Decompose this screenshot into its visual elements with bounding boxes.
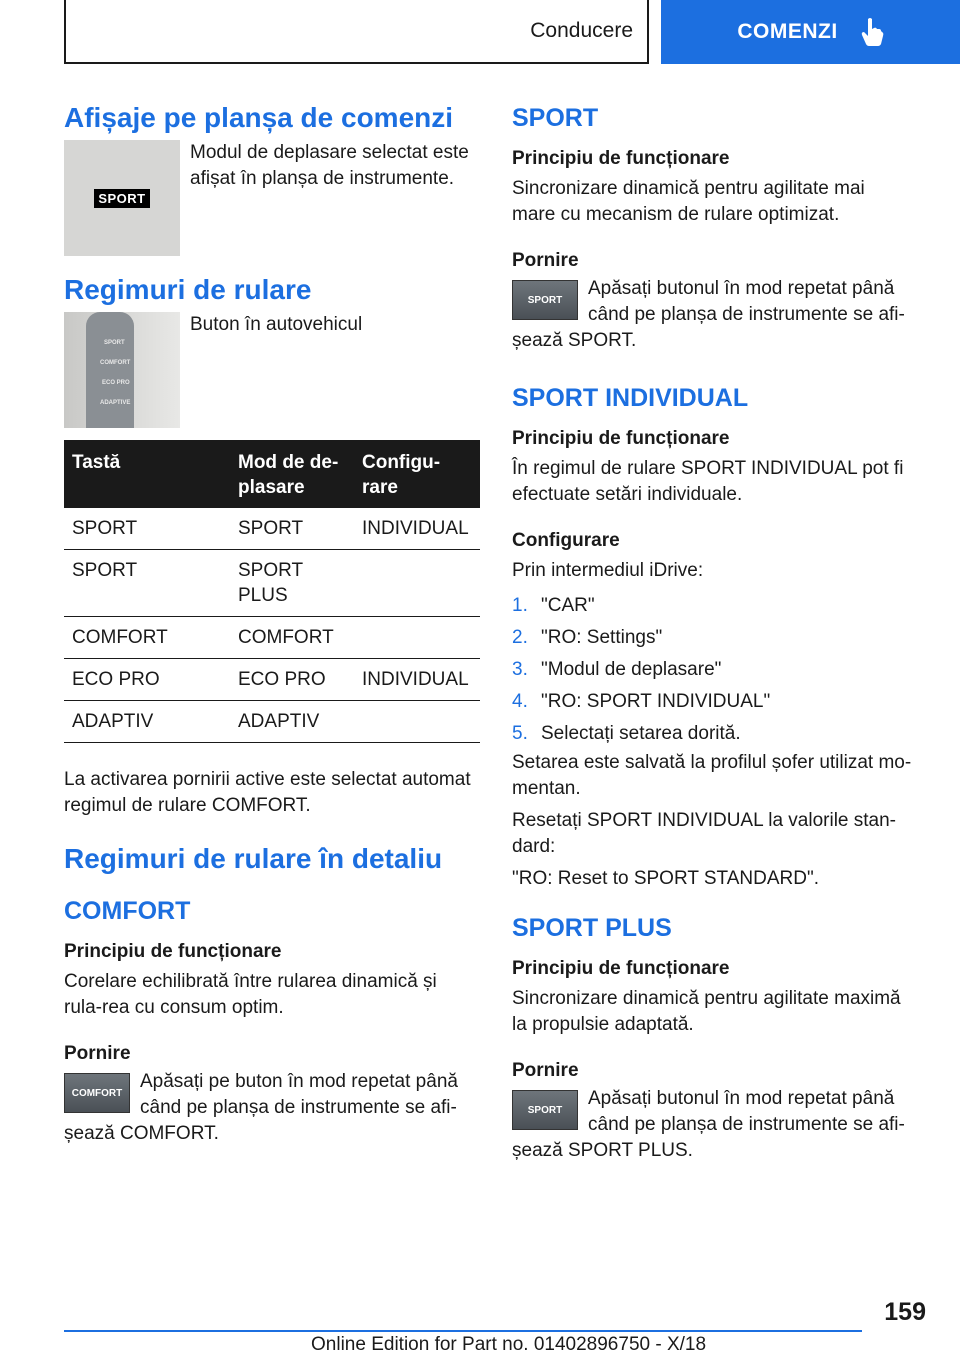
table-row (64, 659, 480, 701)
list-item: 2. "RO: Settings" (512, 627, 663, 648)
header-chapter-title: COMENZI (737, 20, 838, 43)
comfort-start-text: Apăsați pe buton în mod repetat până când pe planșa de instrumente se afi-șează COMFORT. (64, 1071, 458, 1144)
button-info (64, 312, 480, 428)
left-column (64, 100, 480, 1147)
individual-config-heading: Configurare (512, 530, 620, 551)
heading-sport-plus: SPORT PLUS (512, 914, 672, 942)
list-item: 3. "Modul de deplasare" (512, 659, 722, 680)
table-cell: ADAPTIV (230, 701, 354, 743)
individual-saved-note: Setarea este salvată la profilul șofer utilizat mo-mentan. (512, 752, 912, 799)
sport-button-image (512, 280, 578, 320)
sport-plus-button-image (512, 1090, 578, 1130)
footer-divider (64, 1330, 862, 1332)
heading-displays: Afișaje pe planșa de comenzi (64, 102, 454, 133)
header-section-title: Conducere (530, 19, 633, 42)
cluster-sport-label: SPORT (94, 189, 149, 208)
footer-edition: Online Edition for Part no. 01402896750 - X/18 (311, 1334, 707, 1355)
cluster-display-image (64, 140, 180, 256)
comfort-principle: Corelare echilibrată între rularea dinamică și rula-rea cu consum optim. (64, 971, 437, 1018)
plus-start-heading: Pornire (512, 1060, 579, 1081)
table-row (64, 508, 480, 550)
comfort-principle-heading: Principiu de funcționare (64, 941, 282, 962)
sport-button-label: SPORT (527, 294, 563, 306)
plus-principle-heading: Principiu de funcționare (512, 958, 730, 979)
list-item: 4. "RO: SPORT INDIVIDUAL" (512, 691, 771, 712)
table-cell (354, 701, 480, 743)
auto-mode-note: La activarea pornirii active este selectat automat regimul de rulare COMFORT. (64, 769, 471, 816)
table-row (64, 617, 480, 659)
idrive-steps (512, 590, 912, 750)
list-item: 1. "CAR" (512, 595, 595, 616)
table-cell: ADAPTIV (64, 701, 230, 743)
individual-reset-command: "RO: Reset to SPORT STANDARD". (512, 868, 820, 889)
individual-principle: În regimul de rulare SPORT INDIVIDUAL pot fi efectuate setări individuale. (512, 458, 904, 505)
table-row (64, 550, 480, 617)
plus-start-text: Apăsați butonul în mod repetat până când pe planșa de instrumente se afi-șează SPORT PLUS. (512, 1088, 905, 1161)
table-cell: COMFORT (64, 617, 230, 659)
display-description: Modul de deplasare selectat este afișat în planșa de instrumente. (190, 142, 469, 189)
sport-principle-heading: Principiu de funcționare (512, 148, 730, 169)
button-description: Buton în autovehicul (190, 314, 363, 335)
table-cell: COMFORT (230, 617, 354, 659)
table-cell: INDIVIDUAL (354, 508, 480, 550)
table-cell: SPORT (230, 508, 354, 550)
table-cell (354, 617, 480, 659)
panel-label: SPORT (104, 340, 125, 346)
individual-config-intro: Prin intermediul iDrive: (512, 560, 704, 581)
plus-principle: Sincronizare dinamică pentru agilitate maximă la propulsie adaptată. (512, 988, 901, 1035)
sport-principle: Sincronizare dinamică pentru agilitate mai mare cu mecanism de rulare optimizat. (512, 178, 865, 225)
comfort-button-label: COMFORT (71, 1087, 123, 1099)
table-cell: ECO PRO (64, 659, 230, 701)
hand-pointer-icon (860, 17, 884, 47)
table-header: Mod de de-plasare (230, 440, 354, 508)
table-cell: INDIVIDUAL (354, 659, 480, 701)
table-header: Configu-rare (354, 440, 480, 508)
sport-start (512, 276, 912, 354)
comfort-button-image (64, 1073, 130, 1113)
display-info (64, 140, 480, 256)
table-cell: SPORT (64, 508, 230, 550)
table-cell (354, 550, 480, 617)
list-item: 5. Selectați setarea dorită. (512, 723, 741, 744)
right-column (512, 100, 912, 1164)
panel-label: COMFORT (100, 360, 131, 366)
sport-plus-button-label: SPORT (527, 1104, 563, 1116)
header-section-box (64, 0, 649, 64)
page-number: 159 (884, 1298, 926, 1326)
heading-modes-detail: Regimuri de rulare în detaliu (64, 843, 443, 874)
comfort-start-heading: Pornire (64, 1043, 131, 1064)
individual-reset-note: Resetați SPORT INDIVIDUAL la valorile stan-dard: (512, 810, 897, 857)
table-header: Tastă (64, 440, 230, 508)
heading-sport: SPORT (512, 104, 599, 132)
table-cell: SPORT (64, 550, 230, 617)
table-cell: SPORT PLUS (230, 550, 354, 617)
table-row (64, 701, 480, 743)
plus-start (512, 1086, 912, 1164)
panel-label: ECO PRO (102, 380, 130, 386)
individual-principle-heading: Principiu de funcționare (512, 428, 730, 449)
table-cell: ECO PRO (230, 659, 354, 701)
comfort-start (64, 1069, 480, 1147)
heading-sport-individual: SPORT INDIVIDUAL (512, 384, 749, 412)
mode-buttons-photo (64, 312, 180, 428)
header-chapter-tab[interactable] (661, 0, 960, 64)
heading-comfort: COMFORT (64, 897, 191, 925)
panel-label: ADAPTIVE (100, 400, 131, 406)
modes-table (64, 440, 480, 743)
heading-driving-modes: Regimuri de rulare (64, 274, 312, 305)
sport-start-text: Apăsați butonul în mod repetat până când pe planșa de instrumente se afi-șează SPORT. (512, 278, 905, 351)
sport-start-heading: Pornire (512, 250, 579, 271)
